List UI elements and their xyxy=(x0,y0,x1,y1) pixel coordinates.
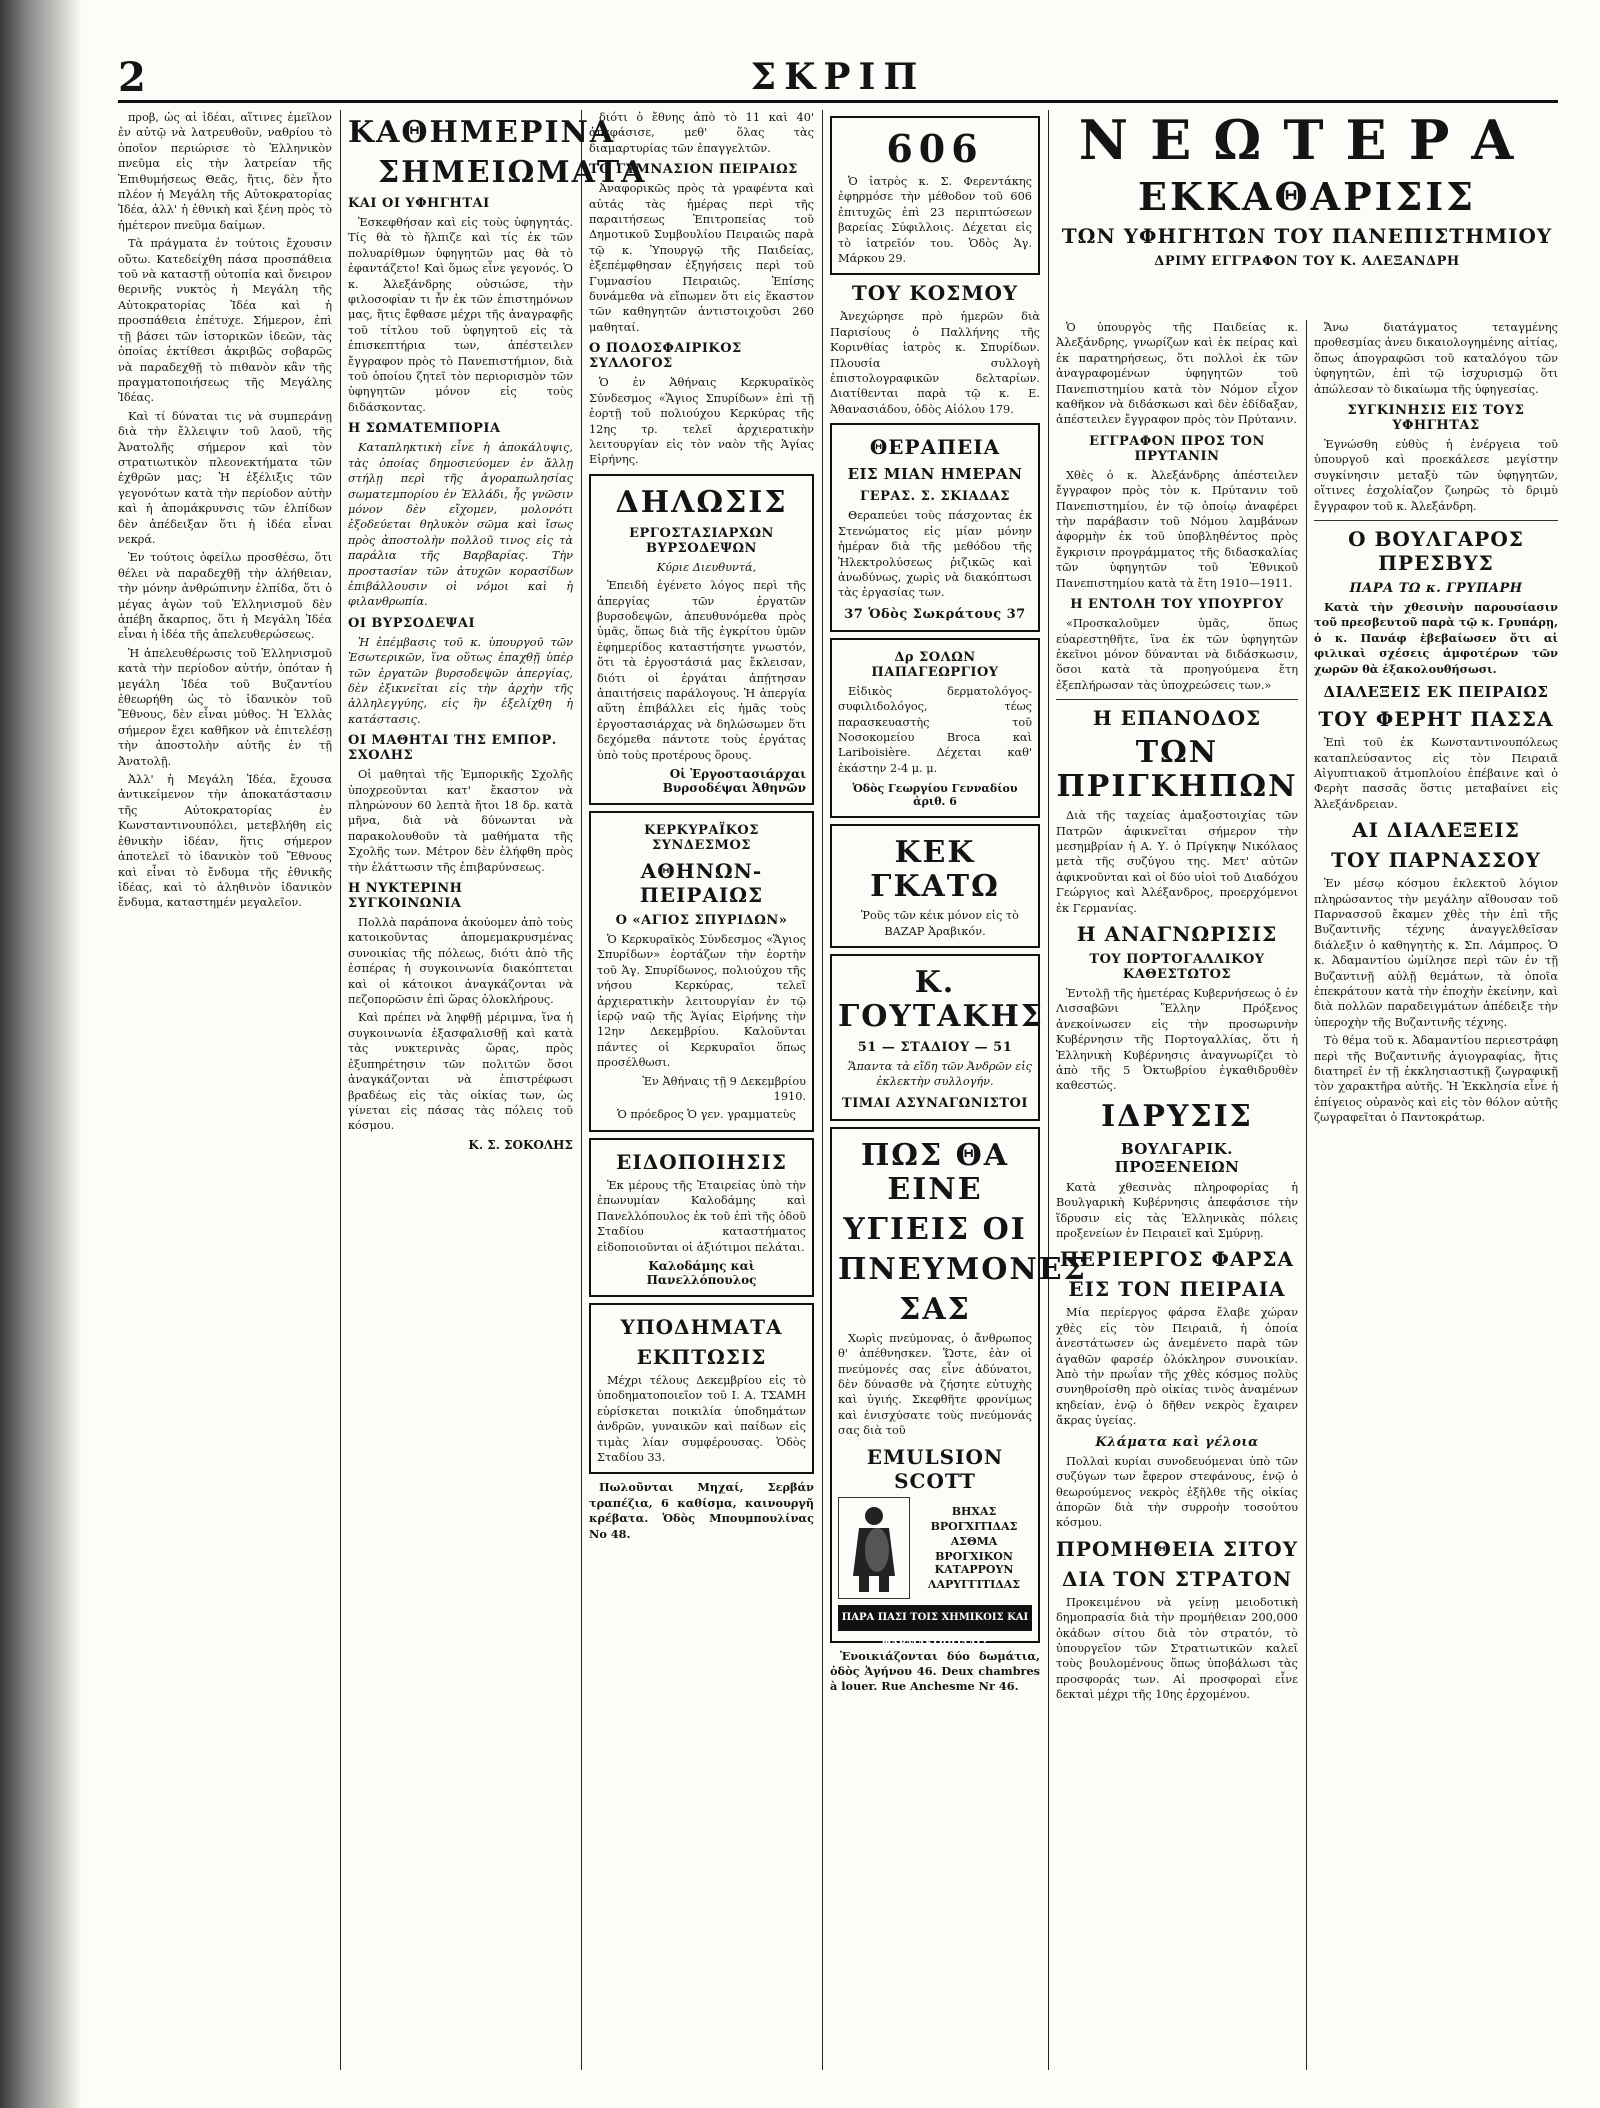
note-text: Καταπληκτικὴ εἶνε ἡ ἀποκάλυψις, τὰς ὁποίας δημοσιεύομεν ἐν ἄλλῃ στήλῃ περὶ τῆς ἀγοραπωλησίας σωματεμπορίου ἐν Ἑλλάδι, ἧς γνῶσιν μόνον δὲν εἴχομεν, μολονότι ἐξοδεύεται θηλυκὸν σῶμα καὶ ἴσως πρὸς ἀποστολὴν πολλοῦ τινος εἰς τὰ παράλια τῆς Βαρβαρίας. Τὴν προστασίαν τῶν ἀτυχῶν κορασίδων ἐπιβάλλουσιν οἱ νόμοι καὶ ἡ φιλανθρωπία. xyxy=(348,441,573,609)
note-text: Ἡ ἐπέμβασις τοῦ κ. ὑπουργοῦ τῶν Ἐσωτερικῶν, ἵνα οὕτως ἐπαχθῇ ὑπὲρ τῶν ἐργατῶν βυρσοδεψῶν ἀπεργίας, δὲν ἐξικνεῖται εἰς τὴν ἀρχὴν τῆς ἀλληλεγγύης, εἰς ἣν ἐξελίχθη ἡ κατάστασις. xyxy=(348,635,573,726)
paragraph: Τὸ θέμα τοῦ κ. Ἀδαμαντίου περιεστράφη περὶ τῆς Βυζαντινῆς ἁγιογραφίας, ἥτις διατηρεῖ ἐν τῇ ἐκκλησιαστικῇ ζωγραφικῇ τὸν χαρακτῆρα αὐτῆς. Ἡ Ἐκκλησία εἶνε ἡ ἐπίγειος οὐρανὸς καὶ εἰς τὸν θόλον αὐτῆς ζωγραφεῖται ὁ Παντοκράτωρ. xyxy=(1314,1034,1558,1125)
page-number: 2 xyxy=(118,54,146,101)
article-heading: ΑΙ ΔΙΑΛΕΞΕΙΣ xyxy=(1352,818,1520,843)
classified: Ἐνοικιάζονται δύο δωμάτια, ὁδὸς Ἀγήνου 46. Deux chambres à louer. Rue Anchesme Nr 46. xyxy=(830,1648,1040,1694)
ad-title: ΕΙΔΟΠΟΙΗΣΙΣ xyxy=(616,1149,787,1174)
article-heading: ΠΑΡΑ ΤΩ κ. ΓΡΥΠΑΡΗ xyxy=(1349,581,1523,597)
ad-text: Θεραπεύει τοὺς πάσχοντας ἐκ Στενώματος εἰς μίαν μόνην ἡμέραν διὰ τῆς μεθόδου τῆς Ἠλεκτρολύσεως ῥιζικῶς καὶ ἀνωδύνως, χωρὶς νὰ διακόπτωσι τὰς ἐργασίας των. xyxy=(838,509,1032,600)
note-text: Καὶ πρέπει νὰ ληφθῇ μέριμνα, ἵνα ἡ συγκοινωνία ἐξασφαλισθῇ καὶ κατὰ τὰς νυκτερινὰς ὥρας, πρὸς ἐξυπηρέτησιν τῶν πολιτῶν ὅσοι ἀναγκάζονται νὰ ἐπιστρέφωσι βραδέως εἰς τὰς οἰκίας των, ὡς γίνεται εἰς πάσας τὰς πόλεις τοῦ κόσμου. xyxy=(348,1011,573,1133)
column-rule xyxy=(340,110,341,2070)
scan-binding-edge xyxy=(0,0,82,2108)
classified: Πωλοῦνται Μηχαί, Σερβάν τραπέζια, 6 καθίσμα, καινουργῆ κρέβατα. Ὁδὸς Μπουμπουλίνας Νο 48. xyxy=(589,1480,814,1541)
paragraph: Ἐγνώσθη εὐθὺς ἡ ἐνέργεια τοῦ ὑπουργοῦ καὶ προεκάλεσε μεγίστην συγκίνησιν μεταξὺ τῶν ὑφηγητῶν, οἵτινες ἐσχολίαζον ζωηρῶς τὸ δριμὺ ἔγγραφον τοῦ κ. Ἀλεξάνδρη. xyxy=(1314,438,1558,513)
fisherman-icon xyxy=(838,1497,910,1599)
ad-text: Ἐκ μέρους τῆς Ἑταιρείας ὑπὸ τὴν ἐπωνυμίαν Καλοδάμης καὶ Πανελλόπουλος ἐκ τοῦ ἐπὶ τῆς ὁδοῦ Σταδίου καταστήματος εἰδοποιοῦνται οἱ ἀξιότιμοι πελάται. xyxy=(597,1178,806,1254)
section-banner: ΝΕΩΤΕΡΑ xyxy=(1078,108,1536,172)
ad-606 xyxy=(830,116,1040,275)
ad-title: Δρ ΣΟΛΩΝ ΠΑΠΑΓΕΩΡΓΙΟΥ xyxy=(871,649,999,680)
ad-goutakis xyxy=(830,954,1045,1121)
ad-doctor xyxy=(830,638,1040,818)
ad-text: Μέχρι τέλους Δεκεμβρίου εἰς τὸ ὑποδηματοποιεῖον τοῦ Ι. Α. ΤΣΑΜΗ εὑρίσκεται ποικιλία ὑποδημάτων ἀνδρῶν, γυναικῶν καὶ παίδων εἰς τιμὰς λίαν συμφέρουσας. Ὁδὸς Σταδίου 33. xyxy=(597,1373,806,1464)
section-title: ΚΑΘΗΜΕΡΙΝΑ xyxy=(348,115,616,150)
paragraph: Ἀλλ' ἡ Μεγάλη Ἰδέα, ἔχουσα ἀντικείμενον τὴν ἀποκατάστασιν τῆς Αὐτοκρατορίας ἐν Κωνσταντινουπόλει, μετεβλήθη εἰς ἐθνικὴν ἰδέαν, ἥτις σήμερον ἀποτελεῖ τὸ ἰδανικὸν τοῦ Ἔθνους καὶ εἶναι τὸ ἔνδυμα τῆς ἐθνικῆς ἰδέας, καὶ τὸ ἀληθινὸν ἰδανικὸν ἔνδυμα, καταστημέν μεγαλεῖον. xyxy=(118,773,332,910)
ad-title: Ο «ΑΓΙΟΣ ΣΠΥΡΙΔΩΝ» xyxy=(615,913,788,928)
paragraph: Τὰ πράγματα ἐν τούτοις ἔχουσιν οὕτω. Κατεδείχθη πάσα προσπάθεια τοῦ νὰ καταστῇ οὐτοπία καὶ ὄνειρον θερινῆς νυκτὸς ἡ Μεγάλη τῆς Αὐτοκρατορίας Ἰδέα καὶ ἡ προσπάθεια ἐπέτυχε. Σήμερον, ἐπὶ τῇ βάσει τῶν ἱστορικῶν ἰδεῶν, τὰς ὁποίας ἐκτίθεσι ἀκριβῶς σοβαρῶς νὰ παραδεχθῇ τὸ πιθανὸν κἂν τῆς πραγματοποιήσεως τῆς Μεγάλης Ἰδέας. xyxy=(118,237,332,405)
note-heading: ΟΙ ΒΥΡΣΟΔΕΨΑΙ xyxy=(348,615,476,631)
divider xyxy=(1314,520,1558,521)
signature: Κ. Σ. ΣΟΚΟΛΗΣ xyxy=(468,1137,573,1152)
subheading: ΕΓΓΡΑΦΟΝ ΠΡΟΣ ΤΟΝ ΠΡΥΤΑΝΙΝ xyxy=(1089,433,1265,464)
ad-tagline: ΤΙΜΑΙ ΑΣΥΝΑΓΩΝΙΣΤΟΙ xyxy=(842,1095,1028,1111)
paragraph: Διὰ τῆς ταχείας ἀμαξοστοιχίας τῶν Πατρῶν ἀφικνεῖται σήμερον τὴν μεσημβρίαν ἡ Α. Υ. ὁ Πρίγκηψ Νικόλαος μετὰ τῆς συζύγου της. Μετ' αὐτῶν ἀφικνοῦνται καὶ οἱ δύο υἱοὶ τοῦ Διαδόχου Γεώργιος καὶ Ἀλέξανδρος, προερχόμενοι ἐκ Γερμανίας. xyxy=(1056,809,1298,915)
headline: ΕΚΚΑΘΑΡΙΣΙΣ xyxy=(1138,174,1476,219)
ad-title: 606 xyxy=(886,126,984,171)
ad-title: ΕΚΠΤΩΣΙΣ xyxy=(636,1344,767,1369)
ad-title: ΚΕΡΚΥΡΑΪΚΟΣ ΣΥΝΔΕΣΜΟΣ xyxy=(644,823,759,853)
ad-therapy xyxy=(830,423,1040,631)
ad-list-item: ΛΑΡΥΓΓΙΤΙΔΑΣ xyxy=(927,1577,1021,1591)
paragraph: Ὁ ὑπουργὸς τῆς Παιδείας κ. Ἀλεξάνδρης, γνωρίζων καὶ ἐκ πείρας καὶ ἐκ παρατηρήσεως, ὅτι πολλοὶ ἐκ τῶν ἀναγραφομένων ὑφηγητῶν τοῦ Πανεπιστημίου κατὰ τὸν Νόμον εἶχον καθῆκον νὰ διδάσκωσι καὶ δὲν ἐδίδαξαν, ἀπέστειλεν ἔγγραφον πρὸς τὸν Πρύτανιν. xyxy=(1056,321,1298,427)
ad-title: ΔΗΛΩΣΙΣ xyxy=(615,484,788,520)
note-text: Ὁ ἐν Ἀθήναις Κερκυραϊκὸς Σύνδεσμος «Ἅγιος Σπυρίδων» ἐπὶ τῇ ἑορτῇ τοῦ πολιούχου Κερκύρας τῆς 12ης τρ. τελεῖ ἀρχιερατικὴν λειτουργίαν εἰς τὸν ναὸν τῆς Ἁγίας Εἰρήνης. xyxy=(589,376,814,467)
paragraph: Ἐπὶ τοῦ ἐκ Κωνσταντινουπόλεως καταπλεύσαντος εἰς τὸν Πειραιᾶ Αἰγυπτιακοῦ ἀτμοπλοίου ἐπέβαινε καὶ ὁ Φερὴτ πασσᾶς ὅστις μεταβαίνει εἰς Ἀλεξάνδρειαν. xyxy=(1314,736,1558,811)
ad-signature: Ὁ πρόεδρος Ὁ γεν. γραμματεὺς xyxy=(617,1108,796,1122)
article-heading: ΤΩΝ ΠΡΙΓΚΗΠΩΝ xyxy=(1056,735,1298,805)
note-heading: ΟΙ ΜΑΘΗΤΑΙ ΤΗΣ ΕΜΠΟΡ. ΣΧΟΛΗΣ xyxy=(348,733,557,764)
note-heading: Η ΣΩΜΑΤΕΜΠΟΡΙΑ xyxy=(348,421,501,437)
ad-text: Ῥοῦς τῶν κέικ μόνον εἰς τὸ ΒΑΖΑΡ Ἀραβικόν. xyxy=(861,909,1019,938)
ad-signature: Καλοδάμης καὶ Πανελλόπουλος xyxy=(646,1258,757,1287)
paragraph: Ἐν μέσῳ κόσμου ἐκλεκτοῦ λόγιον πληρώσαντος τὴν μεγάλην αἴθουσαν τοῦ Παρνασσοῦ ἔκαμεν χθὲς τὴν ἐπὶ τῆς Βυζαντινῆς τέχνης ἀναγγελθεῖσαν διάλεξιν ὁ καθηγητὴς κ. Σπ. Λάμπρος. Ὁ κ. Ἀδαμαντίου ὡμίλησε περὶ τῶν ἐν τῇ Βυζαντινῇ αὐλῇ θεμάτων, τὰ ὁποῖα ἐπεκράτουν κατὰ τὴν ἐποχὴν ἐκείνην, καὶ διὰ πολλῶν παραδειγμάτων ἀπέδειξε τὴν ὑπεροχὴν τῆς Βυζαντινῆς τέχνης. xyxy=(1314,877,1558,1029)
ad-signature: Οἱ Ἐργοστασιάρχαι Βυρσοδέψαι Ἀθηνῶν xyxy=(662,767,806,795)
ad-address: 37 Ὁδὸς Σωκράτους 37 xyxy=(844,606,1026,622)
note-heading: ΚΑΙ ΟΙ ΥΦΗΓΗΤΑΙ xyxy=(348,196,490,211)
ad-shoes xyxy=(589,1303,814,1474)
article-heading: Ο ΒΟΥΛΓΑΡΟΣ ΠΡΕΣΒΥΣ xyxy=(1348,527,1524,576)
ad-list-item: ΒΡΟΓΧΙΚΟΝ ΚΑΤΑΡΡΟΥΝ xyxy=(934,1549,1014,1576)
ad-title: ΕΙΣ ΜΙΑΝ ΗΜΕΡΑΝ xyxy=(847,465,1023,484)
note-text: Ἀναφορικῶς πρὸς τὰ γραφέντα καὶ αὐτάς τὰς ἡμέρας περὶ τῆς παραιτήσεως Ἐπιτροπείας τοῦ Δημοτικοῦ Συμβουλίου Πειραιῶς παρὰ τῷ κ. Ὑπουργῷ τῆς Παιδείας, ἐξεπέμφθησαν ἐξηγήσεις περὶ τοῦ Γυμνασίου Πειραιῶς. Ἐπίσης δυνάμεθα νὰ εἴπωμεν ὅτι εἰς ἕκαστον τῶν καθηγητῶν ἀντιστοιχοῦσι 260 μαθηταί. xyxy=(589,182,814,334)
article-heading: ΤΟΥ ΦΕΡΗΤ ΠΑΣΣΑ xyxy=(1318,707,1554,732)
ad-list-item: ΒΗΧΑΣ xyxy=(951,1504,997,1518)
article-heading: ΤΟΥ ΠΑΡΝΑΣΣΟΥ xyxy=(1331,848,1541,873)
ad-cake xyxy=(830,824,1040,948)
note-text: Πολλὰ παράπονα ἀκούομεν ἀπὸ τοὺς κατοικοῦντας ἀπομεμακρυσμένας συνοικίας τῆς πόλεως, διότι ἀπὸ τῆς ἐσπέρας ἡ συγκοινωνία διακόπτεται καὶ οἱ κάτοικοι ἀναγκάζονται νὰ πεζοπορῶσιν ἐπὶ ὥρας ὁλοκλήρους. xyxy=(348,916,573,1007)
masthead xyxy=(118,52,1558,103)
note-heading: Η ΝΥΚΤΕΡΙΝΗ ΣΥΓΚΟΙΝΩΝΙΑ xyxy=(348,881,463,912)
paragraph: Προκειμένου νὰ γείνῃ μειοδοτικὴ δημοπρασία διὰ τὴν προμήθειαν 200,000 ὀκάδων σίτου διὰ τὸν στρατόν, τὸ ὑπουργεῖον τῶν Στρατιωτικῶν καλεῖ τοὺς βουλομένους ὅπως ὑποβάλωσι τὰς προσφοράς των. Αἱ προσφοραὶ εἶνε δεκταὶ μέχρι τῆς 10ης ἐρχομένου. xyxy=(1056,1595,1298,1702)
column-rule xyxy=(581,110,582,2070)
column-rule xyxy=(1048,110,1049,2070)
ad-text: Ὁ ἰατρὸς κ. Σ. Φερεντάκης ἐφηρμόσε τὴν μέθοδον τοῦ 606 ἐπιτυχῶς ἐπὶ 23 περιπτώσεων βαρείας Σύφιλλοις. Δέχεται εἰς τὸ ἰατρεῖόν του. Ὁδὸς Ἁγ. Μάρκου 29. xyxy=(838,175,1032,266)
article-heading: ΔΙΑΛΕΞΕΙΣ ΕΚ ΠΕΙΡΑΙΩΣ xyxy=(1323,683,1549,702)
note-text: Ἐσκεφθήσαν καὶ εἰς τοὺς ὑφηγητάς. Τίς θὰ τὸ ἤλπιζε καὶ τίς ἐκ τῶν πολυαρίθμων ὑφηγητῶν μας θὰ τὸ ἐφαντάζετο! Καὶ ὅμως εἶνε γεγονός. Ὁ κ. Ἀλεξάνδρης οὐσιώσε, τὴν φιλοσοφίαν τι ἦν ἐκ τῶν ἐπιστημόνων μας, ἥτις ἔφθασε μέχρι τῆς ἀναγραφῆς τοῦ τίτλου τοῦ ὑφηγητοῦ εἰς τὰ ἐπισκεπτήρια των, ἀπέστειλεν ἔγγραφον πρὸς τὸ Πανεπιστήμιον, διὰ τοῦ ὁποίου ζητεῖ τὸν περιορισμὸν τῶν ὑφηγητῶν μόνον εἰς τοὺς διδάσκοντας. xyxy=(348,216,573,414)
paragraph: «Προσκαλοῦμεν ὑμᾶς, ὅπως εὐαρεστηθῆτε, ἵνα ἐκ τῶν ὑφηγητῶν ἐκεῖνοι μόνον δύνανται νὰ διδάσκωσιν, ὅσοι κατὰ τὰ προηγούμενα ἔτη ἐξεπλήρωσαν τὰς ὑποχρεώσεις των.» xyxy=(1056,617,1298,692)
ad-title: ΘΕΡΑΠΕΙΑ xyxy=(869,435,1001,460)
ad-title: ΠΩΣ ΘΑ ΕΙΝΕ xyxy=(860,1137,1010,1207)
ad-title: ΠΝΕΥΜΟΝΕΣ xyxy=(838,1251,1087,1287)
paragraph: Κατὰ χθεσινὰς πληροφορίας ἡ Βουλγαρικὴ Κυβέρνησις ἀπεφάσισε τὴν ἵδρυσιν εἰς τὰς Ἑλληνικὰς πόλεις προξενείων ἐν Πειραιεῖ καὶ Σμύρνῃ. xyxy=(1056,1180,1298,1241)
section-title: ΣΗΜΕΙΩΜΑΤΑ xyxy=(378,155,647,190)
ad-title: ΣΑΣ xyxy=(899,1291,971,1327)
article-heading: ΙΔΡΥΣΙΣ xyxy=(1101,1098,1253,1134)
note-heading: Ο ΠΟΔΟΣΦΑΙΡΙΚΟΣ ΣΥΛΛΟΓΟΣ xyxy=(589,341,742,372)
paragraph: Ἡ ἀπελευθέρωσις τοῦ Ἑλληνισμοῦ κατὰ τὴν περίοδον αὐτήν, ὁπόταν ἡ μεγάλη Ἰδέα τοῦ Βυζαντίου ἐθεωρήθη ὡς τὸ ἰδανικὸν τοῦ Ἔθνους, δὲν εἶναι μύθος. Ἡ Ἑλλὰς σήμερον ἔχει καθῆκον νὰ ἐπιτελέσῃ τὴν ἀποστολὴν αὐτῆς ἐν τῇ Ἀνατολῇ. xyxy=(118,646,332,768)
column-rule xyxy=(1306,320,1307,2070)
article-heading: ΔΙΑ ΤΟΝ ΣΤΡΑΤΟΝ xyxy=(1061,1566,1293,1591)
headline-sub: ΔΡΙΜΥ ΕΓΓΡΑΦΟΝ ΤΟΥ Κ. ΑΛΕΞΑΝΔΡΗ xyxy=(1154,254,1460,269)
ad-text: Ὁ Κερκυραϊκὸς Σύνδεσμος «Ἅγιος Σπυρίδων» ἑορτάζων τὴν ἑορτὴν τοῦ Ἁγ. Σπυρίδωνος, πολιούχου τῆς νήσου Κερκύρας, τελεῖ ἀρχιερατικὴν λειτουργίαν ἐν τῷ ἱερῷ ναῷ τῆς Ἁγίας Εἰρήνης τὴν 12ην Δεκεμβρίου. Καλοῦνται πάντες οἱ Κερκυραῖοι ὅπως προσέλθωσι. xyxy=(597,933,806,1070)
paragraph: Ἄνω διατάγματος τεταγμένης προθεσμίας ἀνευ δικαιολογημένης αἰτίας, ὅπως ἀπογραφῶσι τοῦ καταλόγου τῶν ὑφηγητῶν, ἐπὶ τῷ ἰσχυρισμῷ ὅτι ἀπώλεσαν τὸ δικαίωμα τῆς ὑφηγεσίας. xyxy=(1314,321,1558,396)
ad-text: Ἅπαντα τὰ εἴδη τῶν Ἀνδρῶν εἰς ἐκλεκτὴν συλλογήν. xyxy=(848,1059,1033,1089)
column-4-ads xyxy=(830,110,1087,2070)
paragraph: Ἐντολῇ τῆς ἡμετέρας Κυβερνήσεως ὁ ἐν Λισσαβῶνι Ἕλλην Πρόξενος ἀνεκοίνωσεν εἰς τὴν προσωρινὴν Κυβέρνησιν τῆς Πορτογαλλίας, ὅτι ἡ Ἑλληνικὴ Κυβέρνησις ἀναγνωρίζει τὸ ἀπὸ τῆς 5 Ὀκτωβρίου ἐγκαθιδρυθὲν καθεστώς. xyxy=(1056,986,1298,1093)
column-2-notes xyxy=(348,110,647,2070)
paragraph: διότι ὁ ἔθνης ἀπὸ τὸ 11 καὶ 40' ἀπεφάσισε, μεθ' ὅλας τὰς διαμαρτυρίας τῶν ἐπαγγελτῶν. xyxy=(589,111,814,155)
headline-sub: ΤΩΝ ΥΦΗΓΗΤΩΝ ΤΟΥ ΠΑΝΕΠΙΣΤΗΜΙΟΥ xyxy=(1061,224,1553,248)
ad-salutation: Κύριε Διευθυντά, xyxy=(656,560,757,574)
paragraph: Ἀνεχώρησε πρὸ ἡμερῶν διὰ Παρισίους ὁ Παλλήνης τῆς Κορινθίας ἰατρὸς κ. Σπυρίδων. Πλουσία συλλογὴ ἐπιστολογραφικῶν δελταρίων. Διατίθενται παρὰ τῷ κ. Ε. Ἀθανασιάδου, ὁδὸς Αἰόλου 179. xyxy=(830,310,1040,416)
ad-text: Ἐπειδὴ ἐγένετο λόγος περὶ τῆς ἀπεργίας τῶν ἐργατῶν βυρσοδεψῶν, ἀπευθυνόμεθα πρὸς ὑμᾶς, ὅπως διὰ τῆς ἐγκρίτου ὑμῶν ἐφημερίδος καταστήσητε γνωστόν, ὅτι τὰ ἐργοστάσιά μας ἔκλεισαν, διότι οἱ ἐργάται ἀπῄτησαν ἀπαιτήσεις παράλογους. Ἡ ἀπεργία αὕτη ἐπιβάλλει εἰς ἡμᾶς τοὺς ἐργοστασιάρχας νὰ δηλώσωμεν ὅτι δεχόμεθα πάντοτε τοὺς ἐργάτας ὑπὸ τοὺς προτέρους ὅρους. xyxy=(597,579,806,762)
article-heading: ΤΟΥ ΠΟΡΤΟΓΑΛΛΙΚΟΥ ΚΑΘΕΣΤΩΤΟΣ xyxy=(1089,951,1265,982)
note-text: Οἱ μαθηταὶ τῆς Ἐμπορικῆς Σχολῆς ὑποχρεοῦνται κατ' ἔκαστον νὰ πληρώνουν 60 λεπτὰ ἤτοι 18 δρ. κατὰ μῆνα, διὰ νὰ δύνωνται νὰ παρακολουθοῦν τὰ μαθήματα τῆς Σχολῆς των. Μέτρον δὲν ἐλήφθη πρὸς τὴν ἐλάττωσιν τῆς ἐπιβαρύνσεως. xyxy=(348,768,573,874)
column-6 xyxy=(1314,320,1558,2070)
paragraph: Κατὰ τὴν χθεσινὴν παρουσίασιν τοῦ πρεσβευτοῦ παρὰ τῷ κ. Γρυπάρῃ, ὁ κ. Πανάφ ἐβεβαίωσεν ὅτι αἱ φιλικαὶ σχέσεις ἀμφοτέρων τῶν χωρῶν θὰ ἐξακολουθήσωσι. xyxy=(1314,600,1558,676)
column-3 xyxy=(589,110,814,2070)
column-5 xyxy=(1056,320,1298,2070)
ad-illustration-row xyxy=(838,1497,1032,1599)
paragraph: προβ, ὡς αἱ ἰδέαι, αἵτινες ἐμεῖλον ἐν αὐτῷ νὰ λατρευθοῦν, ναθρίου τὸ ὁποῖον περιώρισε τὸ Ἑλληνικὸν πνεῦμα εἰς τὴν λατρείαν τῆς Ἐπιθυμήσεως Θεᾶς, ἥτις, δὲν ἦτο πλέον ἡ Μεγάλη τῆς Αὐτοκρατορίας Ἰδέα, ἀλλ' ἡ ἐθνικὴ καὶ ξένη πρὸς τὸ ἡμέτερον πνεῦμα δαίμων. xyxy=(118,111,332,232)
article-heading: ΒΟΥΛΓΑΡΙΚ. ΠΡΟΞΕΝΕΙΩΝ xyxy=(1114,1139,1240,1176)
article-heading: ΠΕΡΙΕΡΓΟΣ ΦΑΡΣΑ xyxy=(1059,1247,1295,1272)
ad-date: Ἐν Ἀθήναις τῇ 9 Δεκεμβρίου 1910. xyxy=(642,1074,806,1104)
note-heading: ΤΟ ΓΥΜΝΑΣΙΟΝ ΠΕΙΡΑΙΩΣ xyxy=(589,162,798,178)
article-heading: ΕΙΣ ΤΟΝ ΠΕΙΡΑΙΑ xyxy=(1068,1277,1286,1302)
ad-list-item: ΑΣΘΜΑ xyxy=(950,1534,998,1548)
ad-address: Ὁδὸς Γεωργίου Γενναδίου ἀριθ. 6 xyxy=(852,782,1018,809)
ad-title: ΥΠΟΔΗΜΑΤΑ xyxy=(620,1314,783,1339)
column-1-article xyxy=(118,110,332,2070)
ad-title: ΑΘΗΝΩΝ-ΠΕΙΡΑΙΩΣ xyxy=(639,859,764,907)
section-title: ΤΟΥ ΚΟΣΜΟΥ xyxy=(851,281,1019,306)
ad-title: ΚΕΚ ΓΚΑΤΩ xyxy=(870,835,1000,905)
paragraph: Πολλαὶ κυρίαι συνοδευόμεναι ὑπὸ τῶν συζύγων των ἔφερον στεφάνους, ἐνῷ ὁ θεωρούμενος νεκρὸς ἐξῆλθε τῆς οἰκίας ἀπορῶν διὰ τὴν συρροὴν τοσούτου κόσμου. xyxy=(1056,1454,1298,1530)
ad-kerkyra-association xyxy=(589,811,814,1132)
ad-address: 51 — ΣΤΑΔΙΟΥ — 51 xyxy=(857,1039,1013,1055)
ad-bar: ΠΑΡΑ ΠΑΣΙ ΤΟΙΣ ΧΗΜΙΚΟΙΣ ΚΑΙ ΦΑΡΜΑΚΟΠΩΛΑΙΣ xyxy=(838,1605,1032,1631)
subheading: Κλάματα καὶ γέλοια xyxy=(1095,1434,1259,1450)
ad-declaration xyxy=(589,474,814,805)
paper-name: ΣΚΡΙΠ xyxy=(750,56,926,98)
column-rule xyxy=(822,110,823,2070)
ad-title: ΥΓΙΕΙΣ ΟΙ xyxy=(843,1211,1027,1247)
paragraph: Χθὲς ὁ κ. Ἀλεξάνδρης ἀπέστειλεν ἔγγραφον πρὸς τὸν κ. Πρύτανιν τοῦ Πανεπιστημίου, ἐν τῷ ὁποίῳ ἀναφέρει τὴν παράβασιν τοῦ Νόμου λαμβάνων ἀφορμὴν ἐκ τοῦ ὑποβληθέντος πρὸς ἔγκρισιν προγράμματος τῆς διδασκαλίας τῶν ὑφηγητῶν τοῦ Ἐθνικοῦ Πανεπιστημίου κατὰ τὰ ἔτη 1910—1911. xyxy=(1056,468,1298,590)
article-heading: ΠΡΟΜΗΘΕΙΑ ΣΙΤΟΥ xyxy=(1056,1536,1298,1561)
ad-notice xyxy=(589,1138,814,1297)
paragraph: Καὶ τί δύναται τις νὰ συμπεράνῃ διὰ τὴν ἔλλειψιν τοῦ λαοῦ, τῆς Ἀνατολῆς σήμερον καὶ τὸν στρατιωτικὸν πλεονεκτήματα τῶν ἐχθρῶν μας; Ἡ ἐξέλιξις τῶν γεγονότων κατὰ τὴν περίοδον αὐτὴν καὶ ἡ ἀπομάκρυνσις τῶν ἐλπίδων δὲν ἀπέδειξαν ὅτι ἡ ἰδέα εἶναι νεκρά. xyxy=(118,409,332,546)
ad-subtitle: ΓΕΡΑΣ. Σ. ΣΚΙΑΔΑΣ xyxy=(859,489,1010,505)
ad-text: Χωρὶς πνεύμονας, ὁ ἄνθρωπος θ' ἀπέθνησκεν. Ὥστε, ἐὰν οἱ πνεύμονές σας εἶνε ἀδύνατοι, δὲν δύνασθε νὰ ζήσητε εὐτυχὴς καὶ ὑγιής. Σκεφθῆτε φρονίμως καὶ ἐνισχύσατε τοὺς πνεύμονάς σας διὰ τοῦ xyxy=(838,1331,1032,1438)
subheading: ΣΥΓΚΙΝΗΣΙΣ ΕΙΣ ΤΟΥΣ ΥΦΗΓΗΤΑΣ xyxy=(1347,403,1525,434)
subheading: Η ΕΝΤΟΛΗ ΤΟΥ ΥΠΟΥΡΓΟΥ xyxy=(1070,597,1284,613)
ad-list-item: ΒΡΟΓΧΙΤΙΔΑΣ xyxy=(930,1519,1018,1533)
ad-brand: EMULSION SCOTT xyxy=(866,1444,1004,1493)
ad-title: Κ. ΓΟΥΤΑΚΗΣ xyxy=(838,964,1045,1034)
ad-text: Εἰδικὸς δερματολόγος-συφιλιδολόγος, τέως παρασκευαστὴς τοῦ Νοσοκομείου Broca καὶ Lariboisière. Δέχεται καθ' ἑκάστην 2-4 μ. μ. xyxy=(838,684,1032,775)
ad-conditions-list xyxy=(916,1503,1032,1593)
article-heading: Η ΕΠΑΝΟΔΟΣ xyxy=(1092,706,1262,731)
ad-subtitle: ΕΡΓΟΣΤΑΣΙΑΡΧΩΝ ΒΥΡΣΟΔΕΨΩΝ xyxy=(629,525,774,556)
article-heading: Η ΑΝΑΓΝΩΡΙΣΙΣ xyxy=(1076,921,1278,946)
paragraph: Μία περίεργος φάρσα ἔλαβε χώραν χθὲς εἰς τὸν Πειραιᾶ, ἡ ὁποία ἀνεστάτωσεν ὡς ἀνεμένετο παρὰ τῶν ἀγαθῶν φαρσέρ ὁλόκληρον συνοικίαν. Ἀπὸ τὴν πρωΐαν τῆς χθὲς κόσμος πολὺς συνηθροίσθη πρὸ οἰκίας τινὸς ἀναμένων κηδείαν, ἐνῷ ὁ δῆθεν νεκρὸς ἔχαιρεν ἄκρας ὑγείας. xyxy=(1056,1306,1298,1428)
paragraph: Ἐν τούτοις ὀφείλω προσθέσω, ὅτι θέλει νὰ παραδεχθῇ τὴν ἀλήθειαν, τὴν μόνην ἀνθρώπινην ἐλπίδα, ὅτι ὁ μέγας ἀγὼν τοῦ Ἑλληνισμοῦ δὲν ἀπέβη ἄκαρπος, ὅτι ἡ Μεγάλη Ἰδέα εἶναι ἡ ἰδέα τῆς ἀπελευθερώσεως. xyxy=(118,551,332,642)
ad-emulsion-scott xyxy=(830,1127,1087,1649)
divider xyxy=(1056,699,1298,700)
